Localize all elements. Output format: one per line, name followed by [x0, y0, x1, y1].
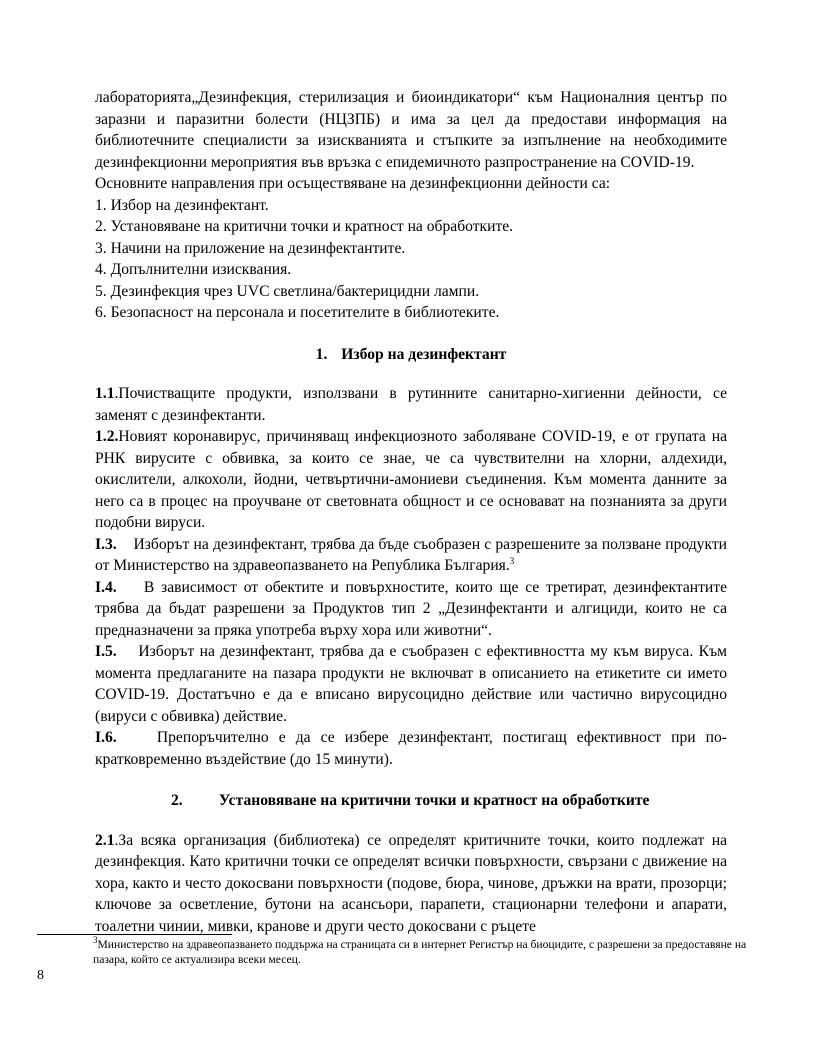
page-body [95, 87, 727, 937]
section-title: Установяване на критични точки и кратност на обработките [218, 792, 650, 809]
direction-item: 5. Дезинфекция чрез UVC светлина/бактерицидни лампи. [95, 282, 480, 300]
direction-item: 2. Установяване на критични точки и кратност на обработките. [95, 218, 514, 235]
paragraph-number: I.3. [95, 535, 117, 553]
paragraph-1-1 [95, 383, 727, 426]
section-number: 1. [315, 345, 328, 363]
page-number: 8 [37, 968, 44, 983]
paragraph-text: Изборът на дезинфектант, трябва да е съобразен с ефективността му към вируса. Към момента предлаганите на пазара продукти не включват в описанието на етикетите си името COVID-19. Достатъчно е да е вписано вирусоцидно действие или частично вирусоцидно (вируси с обвивка) действие. [95, 643, 728, 725]
paragraph-2-1 [95, 830, 727, 938]
section-1-heading [95, 344, 727, 366]
paragraph-number: 1.1 [95, 385, 115, 402]
footnote-separator [37, 934, 232, 935]
intro-line: лабораторията„Дезинфекция, стерилизация и биоиндикатори“ към Националния център по [95, 89, 727, 106]
section-2-heading [95, 790, 727, 812]
direction-item: 3. Начини на приложение на дезинфектантите. [95, 239, 406, 257]
section-number: 2. [171, 792, 183, 809]
paragraph-1-5 [95, 641, 727, 727]
footnote-reference: 3 [509, 555, 515, 566]
paragraph-number: I.5. [95, 643, 117, 660]
paragraph-text: Изборът на дезинфектант, трябва да бъде съобразен с разрешените за ползване продукти от Министерство на здравеопазването на Република България. [95, 535, 728, 574]
directions-title: Основните направления при осъществяване на дезинфекционни дейности са: [95, 175, 611, 192]
direction-item: 1. Избор на дезинфектант. [95, 196, 269, 214]
section-title: Избор на дезинфектант [341, 345, 507, 363]
paragraph-1-2 [95, 426, 727, 534]
footnote-text: Министерство на здравеопазването поддържа на страницата си в интернет Регистър на биоцидите, с разрешени за предоставяне на пазара, който се актуализира всеки месец. [93, 938, 747, 966]
paragraph-1-6 [95, 727, 727, 770]
paragraph-number: I.4. [95, 578, 117, 596]
paragraph-number: I.6. [95, 729, 117, 746]
directions-list [95, 195, 727, 324]
paragraph-1-3 [95, 534, 727, 577]
footnote-mark: 3 [93, 935, 98, 946]
footnote [93, 937, 753, 967]
paragraph-1-4 [95, 577, 727, 642]
intro-line: дезинфекционни мероприятия във връзка с епидемичното разпространение на COVID-19. [95, 153, 695, 171]
paragraph-text: Новият коронавирус, причиняващ инфекциозното заболяване COVID-19, е от групата на РНК вирусите с обвивка, за които се знае, че са чувствителни на хлорни, алдехиди, окислители, алкохоли, йодни, четвъртични-амониеви съединения. Към момента данните за него са в процес на проучване от световната общност и се основават на познанията за други подобни вируси. [95, 428, 727, 531]
intro-paragraph [95, 87, 727, 173]
paragraph-number: 1.2. [95, 428, 119, 445]
paragraph-number: 2.1 [95, 831, 115, 849]
paragraph-text: В зависимост от обектите и повърхностите, които ще се третират, дезинфектантите трябва да бъдат разрешени за Продуктов тип 2 „Дезинфектанти и алгициди, които не са предназначени за пряка употреба върху хора или животни“. [95, 578, 728, 639]
paragraph-text: Препоръчително е да се избере дезинфектант, постигащ ефективност при по-кратковременно въздействие (до 15 минути). [95, 729, 727, 768]
direction-item: 6. Безопасност на персонала и посетителите в библиотеките. [95, 304, 500, 321]
paragraph-text: .За всяка организация (библиотека) се определят критичните точки, които подлежат на дезинфекция. Като критични точки се определят всички повърхности, свързани с движение на хора, както и често докосвани повърхности (подове, бюра, чинове, дръжки на врати, прозорци; ключове за осветление, бутони на асансьори, парапети, стационарни телефони и апарати, тоалетни чинии, мивки, кранове и други често докосвани с ръцете [95, 831, 727, 935]
direction-item: 4. Допълнителни изисквания. [95, 261, 292, 278]
intro-line: заразни и паразитни болести (НЦЗПБ) и има за цел да предостави информация на [95, 110, 727, 128]
paragraph-text: .Почистващите продукти, използвани в рутинните санитарно-хигиенни дейности, се заменят с дезинфектанти. [95, 385, 727, 424]
intro-line: библиотечните специалисти за изискванията и стъпките за изпълнение на необходимите [95, 132, 727, 149]
